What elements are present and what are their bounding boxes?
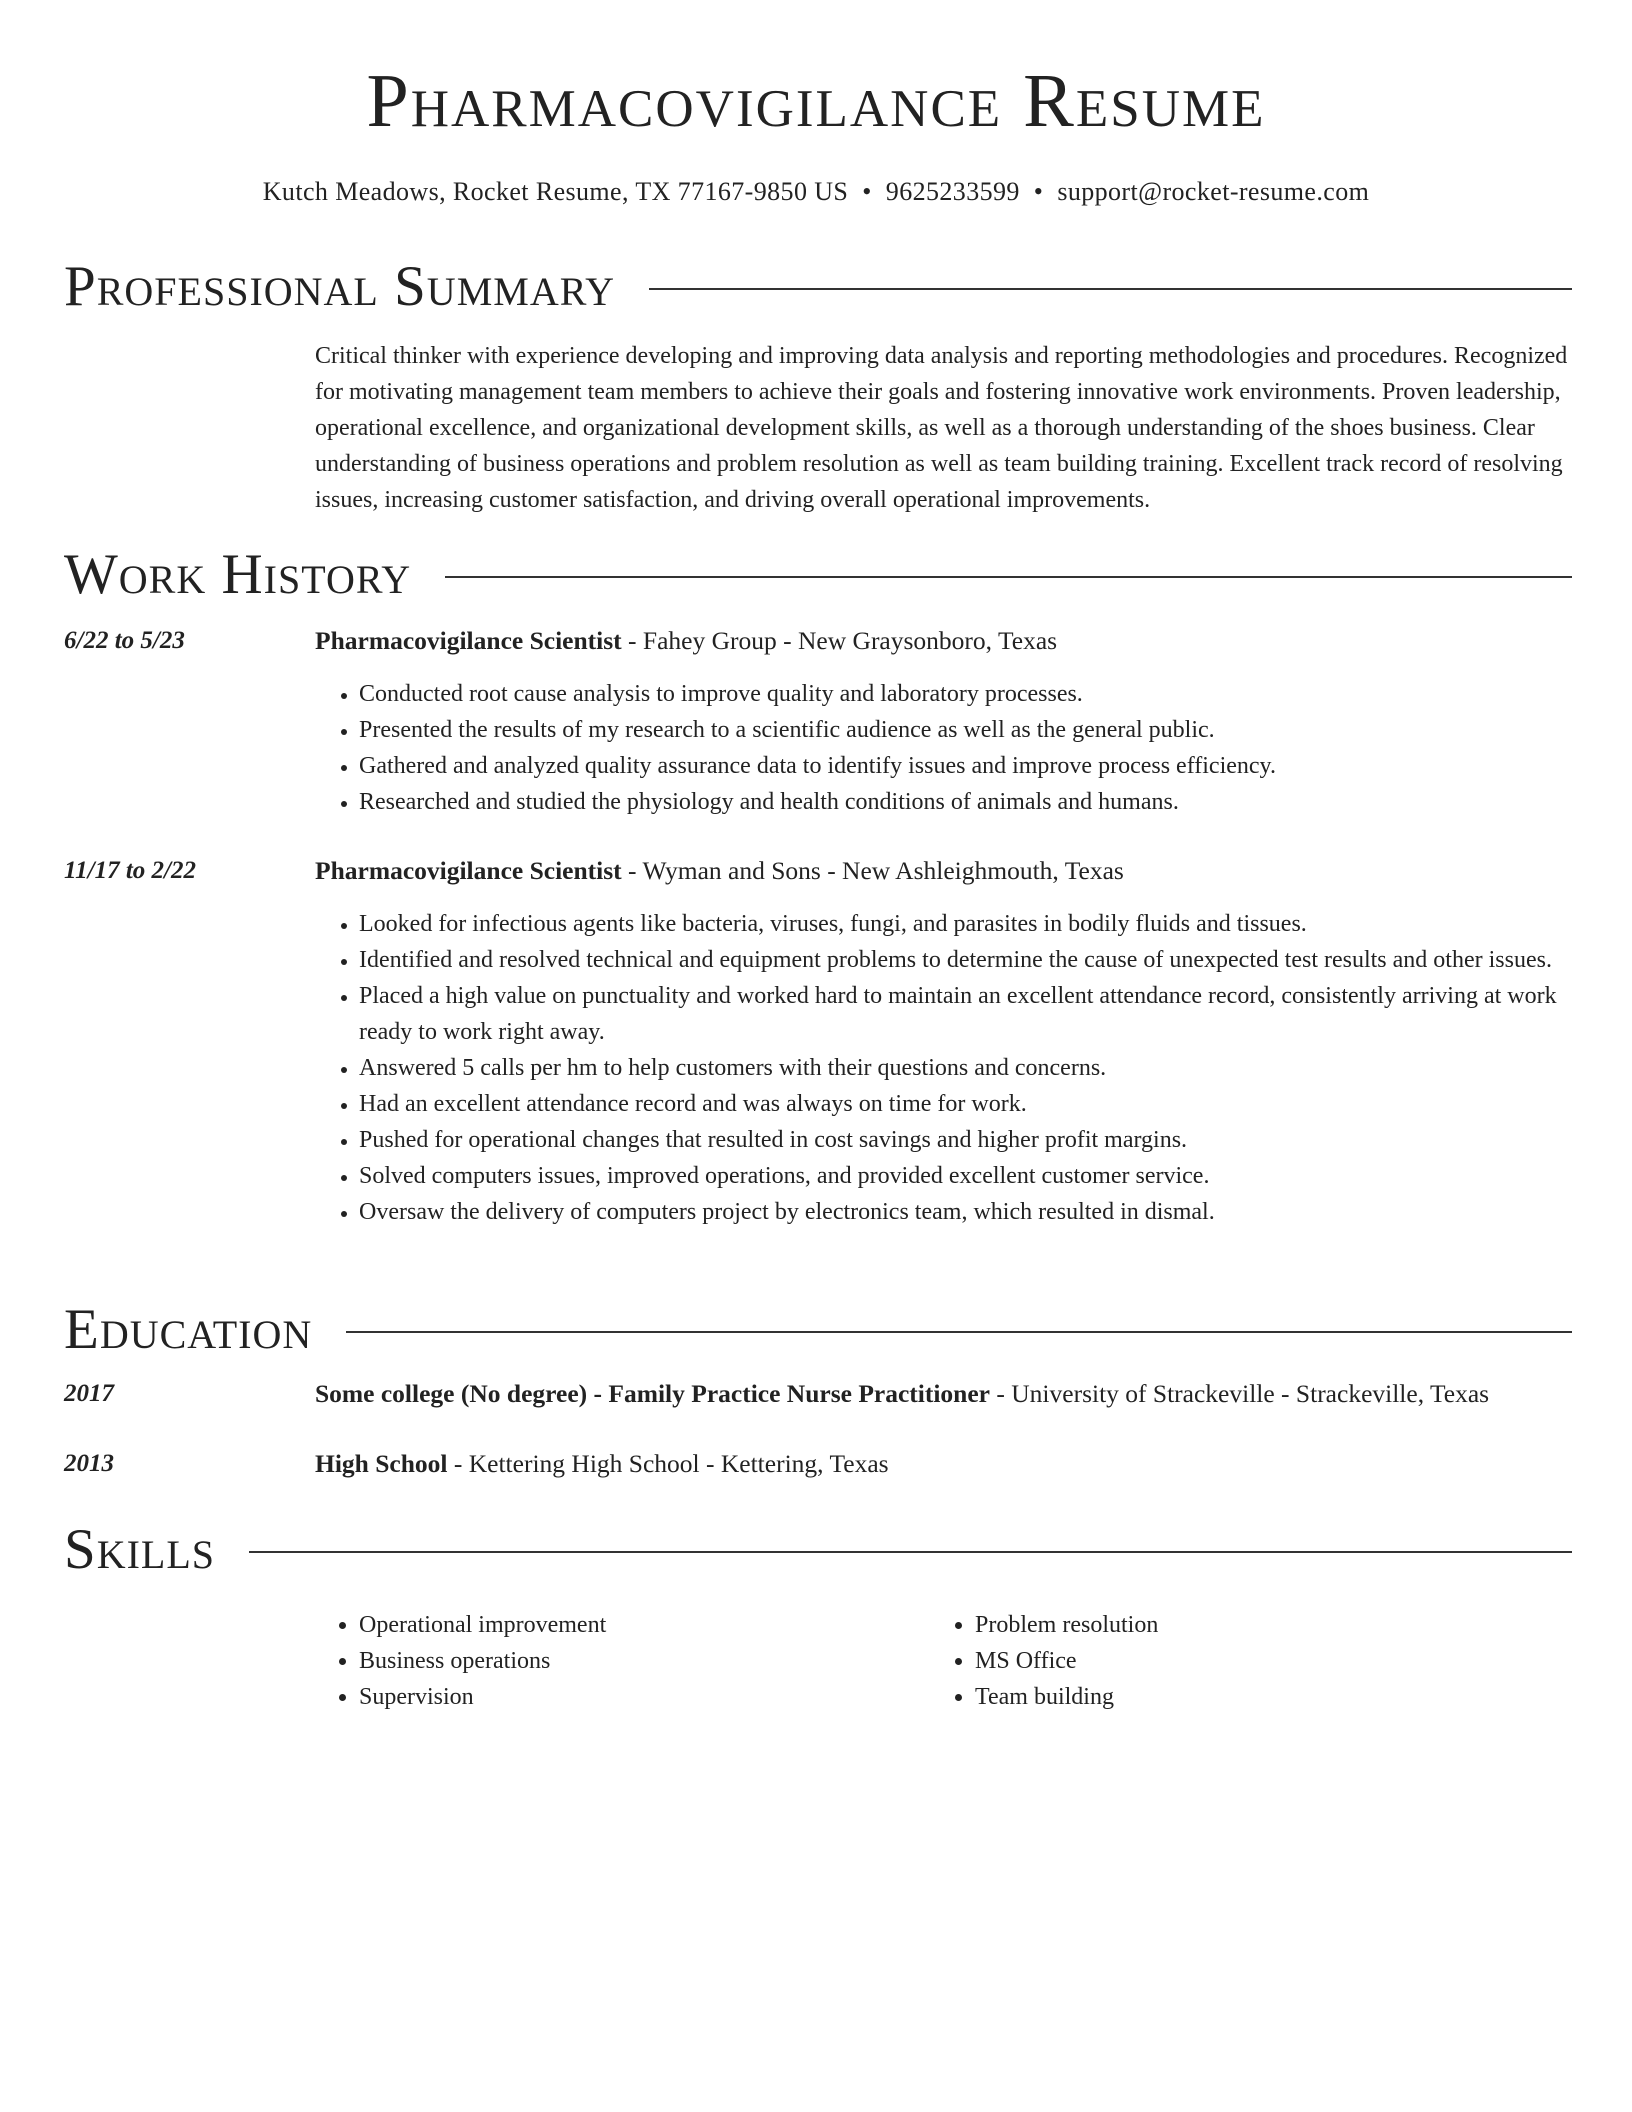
section-heading-skills: Skills bbox=[64, 1517, 216, 1581]
job-bullets bbox=[315, 906, 1573, 1230]
job-dates: 11/17 to 2/22 bbox=[64, 857, 196, 884]
list-item: • Gathered and analyzed quality assurance data to identify issues and improve process efficiency. bbox=[359, 748, 1573, 784]
section-heading-summary: Professional Summary bbox=[64, 254, 616, 318]
skill-item: • MS Office bbox=[975, 1643, 1531, 1679]
contact-separator: • bbox=[862, 177, 872, 206]
contact-email: support@rocket-resume.com bbox=[1057, 177, 1370, 206]
job-title: Pharmacovigilance Scientist bbox=[315, 856, 622, 885]
education-details: - Kettering High School - Kettering, Texas bbox=[447, 1449, 889, 1478]
job-bullets bbox=[315, 676, 1573, 820]
section-divider bbox=[649, 288, 1572, 290]
list-item: • Looked for infectious agents like bacteria, viruses, fungi, and parasites in bodily fluids and tissues. bbox=[359, 906, 1573, 942]
contact-separator: • bbox=[1033, 177, 1044, 206]
section-heading-education: Education bbox=[64, 1297, 313, 1361]
job-details: - Wyman and Sons - New Ashleighmouth, Texas bbox=[621, 856, 1124, 885]
job-details: - Fahey Group - New Graysonboro, Texas bbox=[621, 626, 1058, 655]
contact-phone: 9625233599 bbox=[885, 177, 1020, 206]
contact-address: Kutch Meadows, Rocket Resume, TX 77167-9850 US bbox=[262, 177, 849, 206]
section-divider bbox=[445, 576, 1572, 578]
job-heading bbox=[315, 623, 1573, 659]
page-title: Pharmacovigilance Resume bbox=[366, 59, 1266, 143]
skills-list-right bbox=[931, 1607, 1531, 1715]
job-title: Pharmacovigilance Scientist bbox=[315, 626, 622, 655]
education-year: 2017 bbox=[64, 1380, 114, 1407]
list-item: • Pushed for operational changes that resulted in cost savings and higher profit margins. bbox=[359, 1122, 1573, 1158]
section-header-work bbox=[64, 539, 1572, 609]
section-heading-work: Work History bbox=[64, 542, 412, 606]
education-degree: Some college (No degree) - Family Practice Nurse Practitioner bbox=[315, 1379, 991, 1408]
list-item: • Oversaw the delivery of computers project by electronics team, which resulted in dismal. bbox=[359, 1194, 1573, 1230]
section-header-education bbox=[64, 1294, 1572, 1364]
section-header-summary bbox=[64, 251, 1572, 321]
list-item: • Identified and resolved technical and equipment problems to determine the cause of unexpected test results and other issues. bbox=[359, 942, 1573, 978]
job-dates: 6/22 to 5/23 bbox=[64, 627, 185, 654]
section-header-skills bbox=[64, 1514, 1572, 1584]
education-entry bbox=[315, 1446, 1573, 1482]
list-item: • Researched and studied the physiology and health conditions of animals and humans. bbox=[359, 784, 1573, 820]
skill-item: • Business operations bbox=[359, 1643, 915, 1679]
list-item: • Solved computers issues, improved operations, and provided excellent customer service. bbox=[359, 1158, 1573, 1194]
education-details: - University of Strackeville - Strackeville, Texas bbox=[990, 1379, 1490, 1408]
job-heading bbox=[315, 853, 1573, 889]
list-item: • Answered 5 calls per hm to help customers with their questions and concerns. bbox=[359, 1050, 1573, 1086]
section-divider bbox=[346, 1331, 1572, 1333]
list-item: • Conducted root cause analysis to improve quality and laboratory processes. bbox=[359, 676, 1573, 712]
education-entry bbox=[315, 1376, 1573, 1412]
list-item: • Presented the results of my research to a scientific audience as well as the general public. bbox=[359, 712, 1573, 748]
skill-item: • Supervision bbox=[359, 1679, 915, 1715]
education-degree: High School bbox=[315, 1449, 448, 1478]
skills-list-left bbox=[315, 1607, 915, 1715]
contact-line bbox=[0, 176, 1632, 207]
section-divider bbox=[249, 1551, 1572, 1553]
skill-item: • Team building bbox=[975, 1679, 1531, 1715]
skill-item: • Problem resolution bbox=[975, 1607, 1531, 1643]
list-item: • Had an excellent attendance record and was always on time for work. bbox=[359, 1086, 1573, 1122]
skill-item: • Operational improvement bbox=[359, 1607, 915, 1643]
education-year: 2013 bbox=[64, 1450, 114, 1477]
list-item: • Placed a high value on punctuality and worked hard to maintain an excellent attendance record, consistently arriving at work ready to work right away. bbox=[359, 978, 1573, 1050]
summary-text: Critical thinker with experience developing and improving data analysis and reporting methodologies and procedures. Recognized for motivating management team members to achieve their goals and fostering innovative work environments. Proven leadership, operational excellence, and organizational development skills, as well as a thorough understanding of the shoes business. Clear understanding of business operations and problem resolution as well as team building training. Excellent track record of resolving issues, increasing customer satisfaction, and driving overall operational improvements. bbox=[315, 343, 1568, 513]
